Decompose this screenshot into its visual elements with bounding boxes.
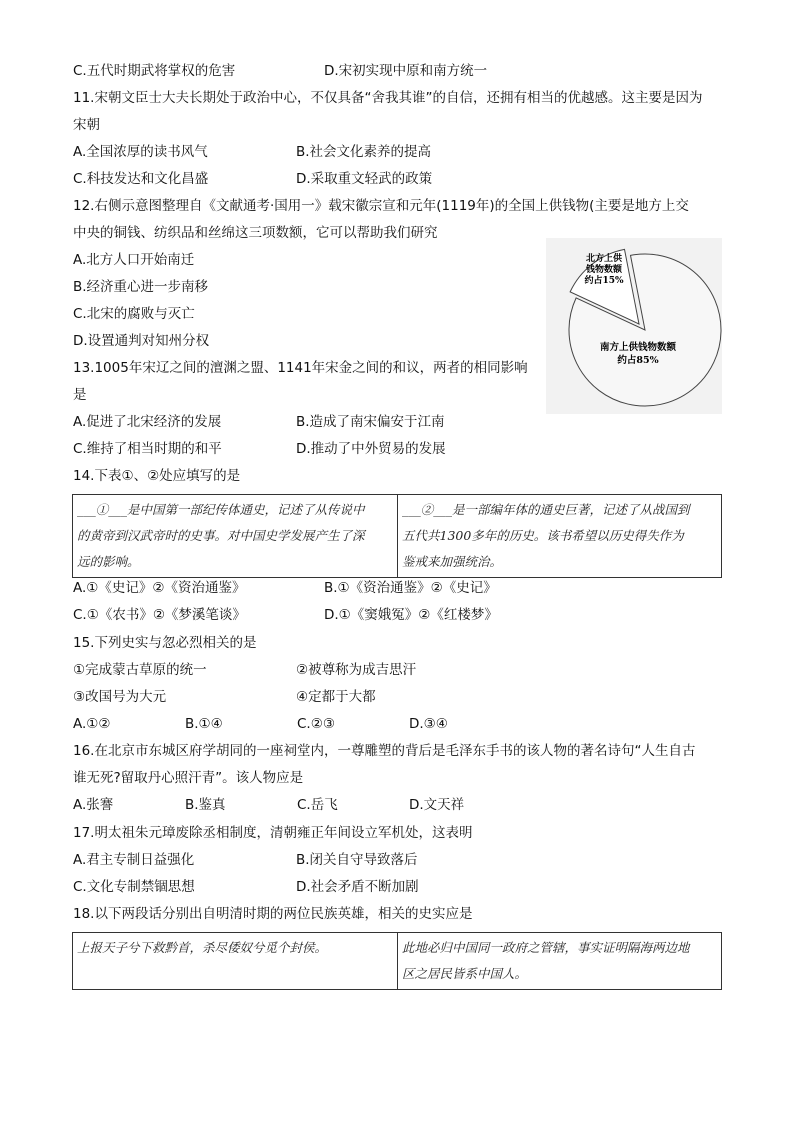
q12-option-b: B.经济重心进一步南移 (73, 279, 209, 295)
north-label-line-1: 北方上供 (585, 254, 623, 264)
q11-stem-line-2: 宋朝 (73, 117, 100, 133)
q13-stem-line-1: 13.1005年宋辽之间的澶渊之盟、1141年宋金之间的和议，两者的相同影响 (73, 360, 528, 376)
q18-right-line-1: 此地必归中国同一政府之管辖，事实证明隔海两边地 (402, 940, 690, 955)
q11-stem-line-1: 11.宋朝文臣士大夫长期处于政治中心，不仅具备“舍我其谁”的自信，还拥有相当的优越感。这主要是因为 (73, 90, 703, 106)
q18-table (72, 932, 722, 990)
q14-table (72, 494, 722, 578)
q14-option-b: B.①《资治通鉴》②《史记》 (324, 580, 497, 596)
q14-right-line-3: 鉴戒来加强统治。 (402, 554, 503, 569)
q15-option-a: A.①② (73, 716, 111, 732)
north-label-line-3: 约占15% (584, 276, 624, 286)
q10-option-d: D.宋初实现中原和南方统一 (324, 63, 488, 79)
q17-option-b: B.闭关自守导致落后 (296, 852, 418, 868)
q16-stem-line-2: 谁无死?留取丹心照汗青”。该人物应是 (73, 770, 304, 786)
q13-stem-line-2: 是 (73, 387, 87, 403)
q14-option-c: C.①《农书》②《梦溪笔谈》 (73, 607, 246, 623)
q14-option-a: A.①《史记》②《资治通鉴》 (73, 580, 246, 596)
q14-left-line-2: 的黄帝到汉武帝时的史事。对中国史学发展产生了深 (77, 528, 365, 543)
q13-option-d: D.推动了中外贸易的发展 (296, 441, 446, 457)
south-label-line-2: 约占85% (617, 355, 659, 366)
south-label-line-1: 南方上供钱物数额 (599, 342, 677, 353)
q11-option-c: C.科技发达和文化昌盛 (73, 171, 209, 187)
q16-stem-line-1: 16.在北京市东城区府学胡同的一座祠堂内，一尊雕塑的背后是毛泽东手书的该人物的著名诗句“人生自古 (73, 743, 696, 759)
q15-option-c: C.②③ (297, 716, 335, 732)
q16-option-c: C.岳飞 (297, 797, 338, 813)
q16-option-b: B.鉴真 (185, 797, 226, 813)
q16-option-d: D.文天祥 (409, 797, 465, 813)
q14-right-line-2: 五代共1300多年的历史。该书希望以历史得失作为 (402, 528, 684, 543)
q14-right-line-1: ___②___是一部编年体的通史巨著，记述了从战国到 (402, 502, 690, 517)
q15-option-d: D.③④ (409, 716, 448, 732)
q15-item-3: ③改国号为大元 (73, 689, 167, 705)
q11-option-d: D.采取重文轻武的政策 (296, 171, 433, 187)
q12-option-c: C.北宋的腐败与灭亡 (73, 306, 195, 322)
q17-option-c: C.文化专制禁锢思想 (73, 879, 195, 895)
q15-item-1: ①完成蒙古草原的统一 (73, 662, 207, 678)
q14-cell-right (398, 495, 722, 578)
q12-option-a: A.北方人口开始南迁 (73, 252, 195, 268)
q14-left-line-1: ___①___是中国第一部纪传体通史，记述了从传说中 (77, 502, 365, 517)
q12-stem-line-1: 12.右侧示意图整理自《文献通考·国用一》载宋徽宗宣和元年(1119年)的全国上供钱物(主要是地方上交 (73, 198, 689, 214)
q13-option-c: C.维持了相当时期的和平 (73, 441, 222, 457)
q14-cell-left (73, 495, 398, 578)
q17-stem: 17.明太祖朱元璋废除丞相制度，清朝雍正年间设立军机处，这表明 (73, 825, 473, 841)
tribute-pie-chart (546, 238, 722, 414)
q15-stem: 15.下列史实与忽必烈相关的是 (73, 635, 257, 651)
q12-stem-line-2: 中央的铜钱、纺织品和丝绵这三项数额，它可以帮助我们研究 (73, 225, 438, 241)
q18-cell-left (73, 933, 398, 990)
q17-option-d: D.社会矛盾不断加剧 (296, 879, 419, 895)
q13-option-b: B.造成了南宋偏安于江南 (296, 414, 445, 430)
q13-option-a: A.促进了北宋经济的发展 (73, 414, 222, 430)
q14-stem: 14.下表①、②处应填写的是 (73, 468, 241, 484)
q14-left-line-3: 远的影响。 (77, 554, 140, 569)
q14-option-d: D.①《窦娥冤》②《红楼梦》 (324, 607, 498, 623)
q18-stem: 18.以下两段话分别出自明清时期的两位民族英雄，相关的史实应是 (73, 906, 473, 922)
q15-option-b: B.①④ (185, 716, 223, 732)
q12-option-d: D.设置通判对知州分权 (73, 333, 210, 349)
q17-option-a: A.君主专制日益强化 (73, 852, 195, 868)
q15-item-4: ④定都于大都 (296, 689, 376, 705)
q11-option-b: B.社会文化素养的提高 (296, 144, 432, 160)
q15-item-2: ②被尊称为成吉思汗 (296, 662, 417, 678)
q16-option-a: A.张謇 (73, 797, 114, 813)
q11-option-a: A.全国浓厚的读书风气 (73, 144, 208, 160)
q10-option-c: C.五代时期武将掌权的危害 (73, 63, 236, 79)
q18-right-line-2: 区之居民皆系中国人。 (402, 966, 528, 981)
q18-left-line-1: 上报天子兮下救黔首，杀尽倭奴兮觅个封侯。 (77, 940, 328, 955)
q18-cell-right (398, 933, 722, 990)
north-label-line-2: 钱物数额 (585, 265, 623, 275)
